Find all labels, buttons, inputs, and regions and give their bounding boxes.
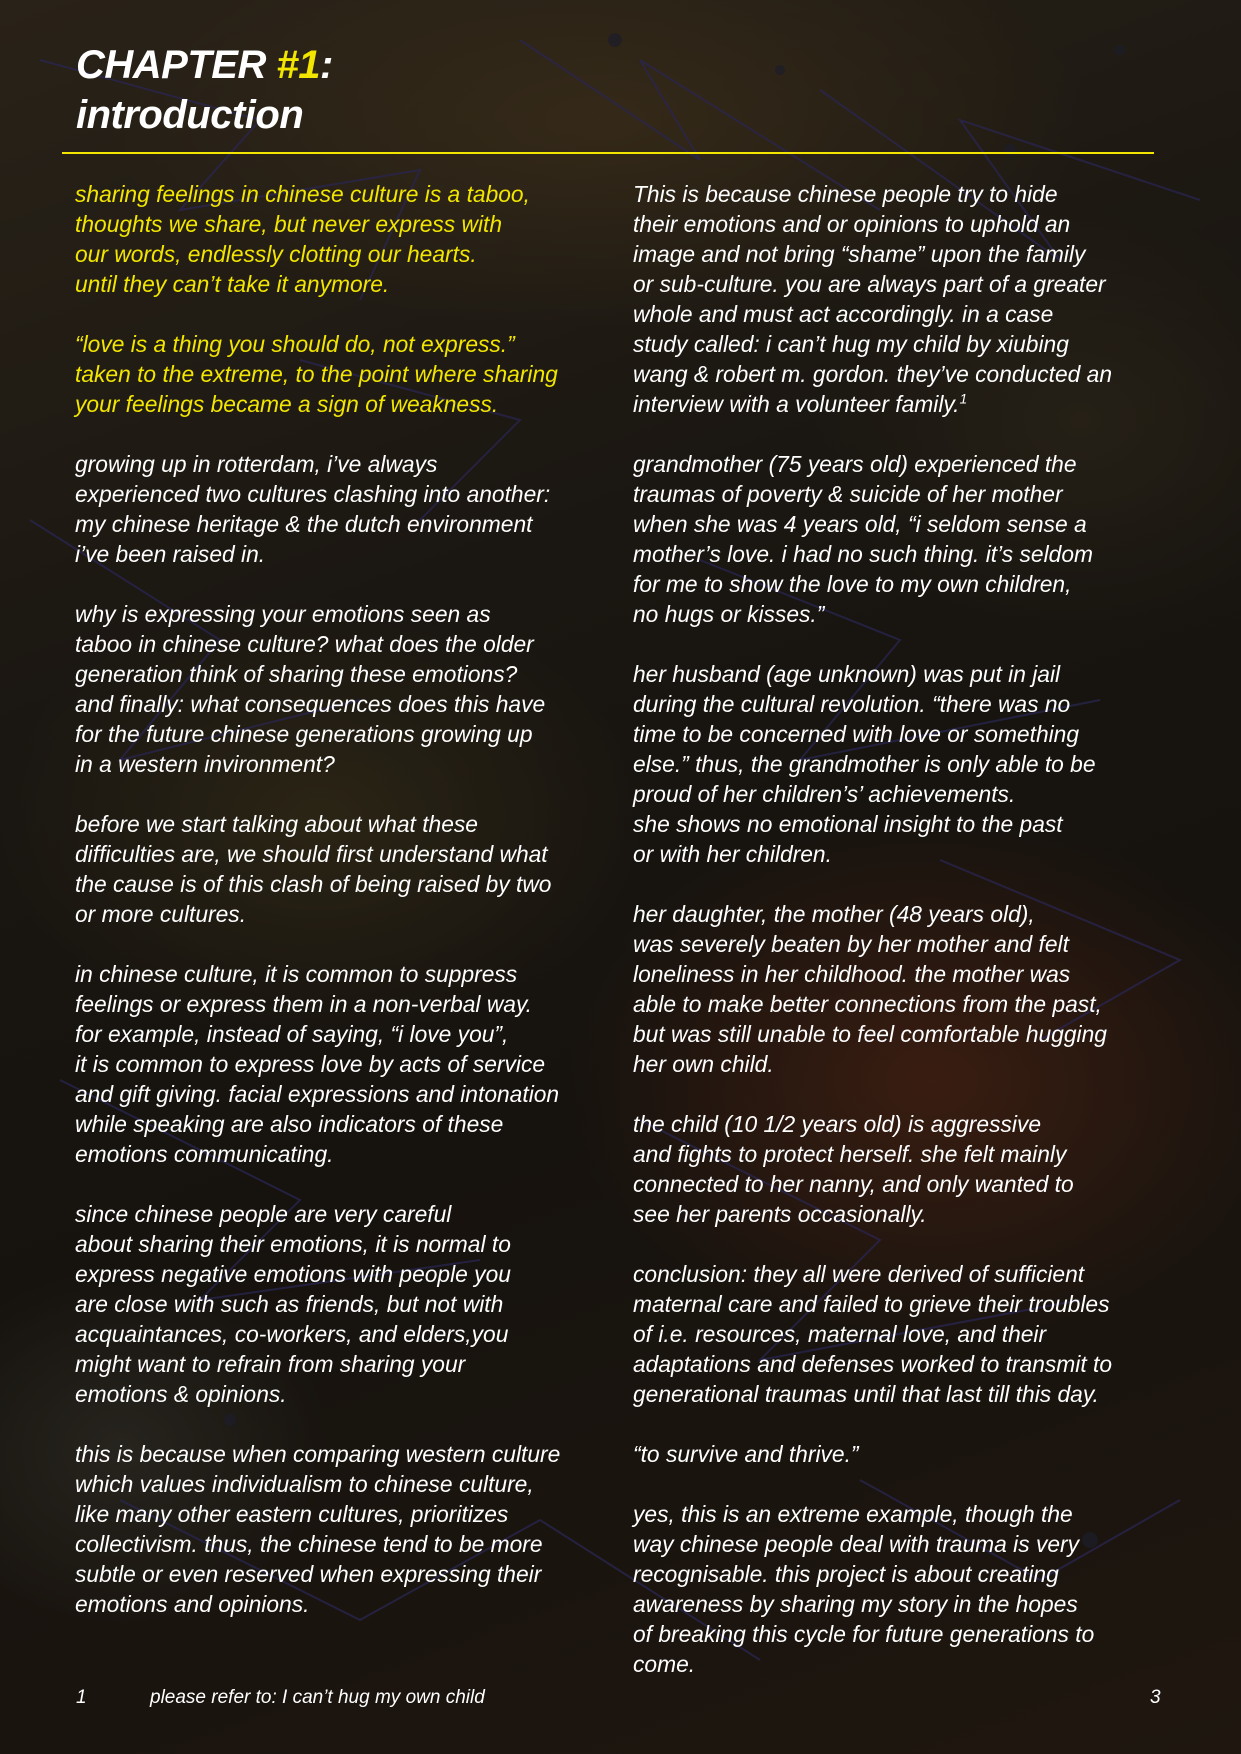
paragraph: why is expressing your emotions seen as taboo in chinese culture? what does the older generation think of sharing these emotions? and finally: what consequences does this have for the future chinese generations growing up in a western invironment? <box>75 601 546 777</box>
footnote-text: please refer to: I can’t hug my own child <box>150 1687 485 1708</box>
paragraph: in chinese culture, it is common to suppress feelings or express them in a non-verbal way. for example, instead of saying, “i love you”, it is common to express love by acts of service and gift giving. facial expressions and intonation while speaking are also indicators of these emotions communicating. <box>75 961 560 1167</box>
footnote-number: 1 <box>76 1687 87 1708</box>
paragraph: before we start talking about what these difficulties are, we should first understand what the cause is of this clash of being raised by two or more cultures. <box>75 811 552 927</box>
chapter-colon: : <box>319 43 333 87</box>
right-column <box>633 179 1193 1709</box>
footnote-reference: 1 <box>959 390 968 407</box>
page-number: 3 <box>1150 1687 1161 1708</box>
paragraph: grandmother (75 years old) experienced the traumas of poverty & suicide of her mother when she was 4 years old, “i seldom sense a mother’s love. i had no such thing. it’s seldom for me to show the love to my own children, no hugs or kisses.” <box>633 451 1093 627</box>
chapter-title: introduction <box>76 93 304 137</box>
paragraph: conclusion: they all were derived of sufficient maternal care and failed to grieve their troubles of i.e. resources, maternal love, and their adaptations and defenses worked to transmit to generational traumas until that last till this day. <box>633 1261 1113 1407</box>
chapter-heading <box>76 40 333 140</box>
heading-divider <box>62 152 1154 154</box>
left-column <box>75 179 635 1649</box>
paragraph: “to survive and thrive.” <box>633 1441 859 1467</box>
paragraph: since chinese people are very careful about sharing their emotions, it is normal to express negative emotions with people you are close with such as friends, but not with acquaintances, co-workers, and elders,you might want to refrain from sharing your emotions & opinions. <box>75 1201 511 1407</box>
paragraph <box>633 179 1193 419</box>
chapter-label: CHAPTER <box>76 43 277 87</box>
chapter-number: #1 <box>276 43 320 87</box>
paragraph: her daughter, the mother (48 years old), was severely beaten by her mother and felt loneliness in her childhood. the mother was able to make better connections from the past, but was still unable to feel comfortable hugging her own child. <box>633 901 1107 1077</box>
paragraph: yes, this is an extreme example, though the way chinese people deal with trauma is very recognisable. this project is about creating awareness by sharing my story in the hopes of breaking this cycle for future generations to come. <box>633 1501 1095 1677</box>
paragraph: growing up in rotterdam, i’ve always experienced two cultures clashing into another: my chinese heritage & the dutch environment i’ve been raised in. <box>75 451 551 567</box>
intro-text: This is because chinese people try to hide their emotions and or opinions to uphold an image and not bring “shame” upon the family or sub-culture. you are always part of a greater whole and must act accordingly. in a case study called: i can’t hug my child by xiubing wang & robert m. gordon. they’ve conducted an interview with a volunteer family. <box>633 181 1113 417</box>
footnote <box>76 1686 485 1710</box>
paragraph: her husband (age unknown) was put in jail during the cultural revolution. “there was no time to be concerned with love or something else.” thus, the grandmother is only able to be proud of her children’s’ achievements. she shows no emotional insight to the past or with her children. <box>633 661 1096 867</box>
paragraph: “love is a thing you should do, not express.” taken to the extreme, to the point where sharing your feelings became a sign of weakness. <box>75 331 558 417</box>
paragraph: the child (10 1/2 years old) is aggressive and fights to protect herself. she felt mainly connected to her nanny, and only wanted to see her parents occasionally. <box>633 1111 1074 1227</box>
paragraph: sharing feelings in chinese culture is a taboo, thoughts we share, but never express with our words, endlessly clotting our hearts. until they can’t take it anymore. <box>75 181 530 297</box>
paragraph: this is because when comparing western culture which values individualism to chinese culture, like many other eastern cultures, prioritizes collectivism. thus, the chinese tend to be more subtle or even reserved when expressing their emotions and opinions. <box>75 1441 561 1617</box>
